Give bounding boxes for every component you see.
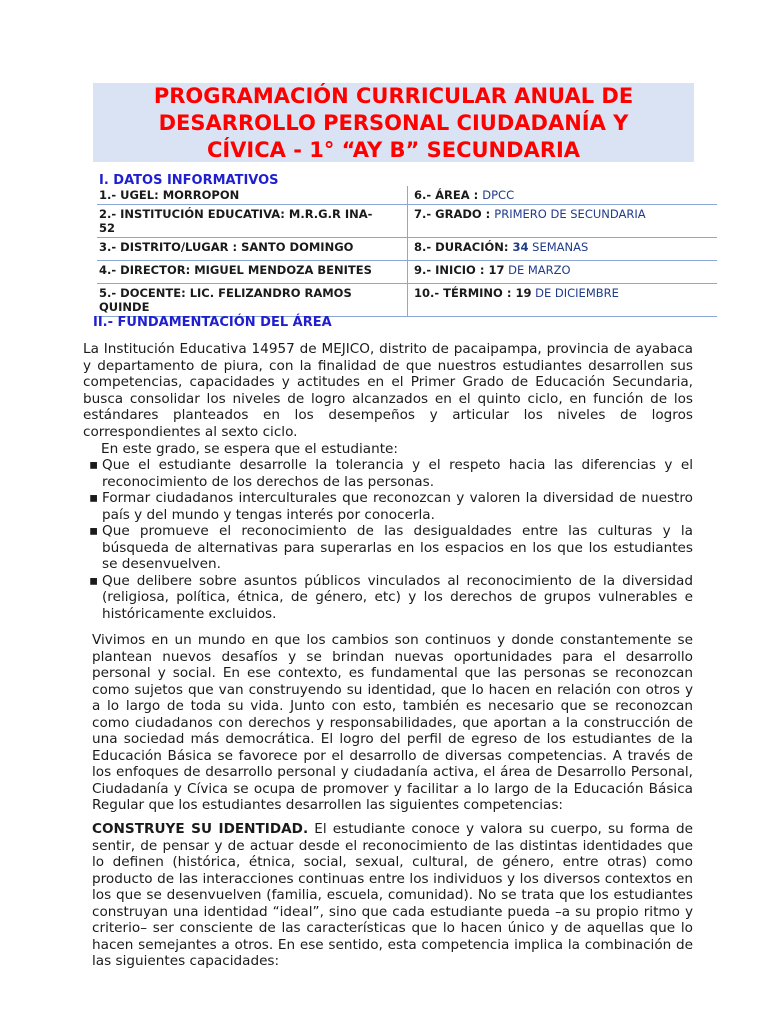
grado-value: PRIMERO DE SECUNDARIA: [494, 207, 646, 221]
duracion-label: 8.- DURACIÓN:: [414, 240, 513, 254]
duracion-unit: SEMANAS: [528, 240, 589, 254]
area-label: 6.- ÁREA :: [414, 188, 483, 202]
list-item-text: Que delibere sobre asuntos públicos vinculados al reconocimiento de la diversidad (religiosa, política, étnica, de género, etc) y los derechos de grupos vulnerables e históricamente excluidos.: [102, 572, 693, 622]
docente-line-2: QUINDE: [99, 300, 150, 314]
list-item-text: Que el estudiante desarrolle la tolerancia y el respeto hacia las diferencias y el reconocimiento de los derechos de las personas.: [102, 457, 693, 490]
competency-title: CONSTRUYE SU IDENTIDAD.: [92, 821, 309, 837]
docente-line-1: 5.- DOCENTE: LIC. FELIZANDRO RAMOS: [99, 286, 352, 300]
distrito-cell: 3.- DISTRITO/LUGAR : SANTO DOMINGO: [97, 238, 408, 261]
bullet-icon: ▪: [89, 572, 99, 589]
title-line-1: PROGRAMACIÓN CURRICULAR ANUAL DE: [153, 84, 634, 108]
info-row: [97, 238, 717, 261]
info-table: [97, 186, 717, 317]
area-value: DPCC: [482, 188, 515, 202]
section-heading-datos: I. DATOS INFORMATIVOS: [99, 173, 279, 188]
expect-line: En este grado, se espera que el estudiante:: [101, 441, 398, 457]
bullet-icon: ▪: [89, 523, 99, 539]
inicio-cell: [408, 261, 718, 284]
termino-month: DE DICIEMBRE: [531, 286, 619, 300]
context-paragraph: Vivimos en un mundo en que los cambios son continuos y donde constantemente se plantean nuevos desafíos y se brindan nuevas oportunidades para el desarrollo personal y social. En ese contexto, es fundamental que las personas se reconozcan como sujetos que van construyendo su identidad, que lo hacen en relación con otros y a lo largo de toda su vida. Junto con esto, también es necesario que se reconozcan como ciudadanos con derechos y responsabilidades, que aportan a la construcción de una sociedad más democrática. El logro del perfil de egreso de los estudiantes de la Educación Básica se favorece por el desarrollo de diversas competencias. A través de los enfoques de desarrollo personal y ciudadanía activa, el área de Desarrollo Personal, Ciudadanía y Cívica se ocupa de promover y facilitar a lo largo de la Educación Básica Regular que los estudiantes desarrollen las siguientes competencias:: [92, 632, 693, 813]
objectives-list: [89, 457, 693, 622]
list-item: [89, 523, 693, 573]
termino-number: 19: [515, 286, 532, 300]
info-row: [97, 284, 717, 317]
title-line-2: DESARROLLO PERSONAL CIUDADANÍA Y: [158, 111, 629, 135]
institucion-line-2: 52: [99, 221, 116, 235]
grado-label: 7.- GRADO :: [414, 207, 495, 221]
area-cell: [408, 186, 718, 205]
competency-paragraph: [92, 821, 693, 970]
institucion-cell: [97, 205, 408, 238]
document-title-box: [93, 83, 694, 162]
inicio-month: DE MARZO: [504, 263, 571, 277]
duracion-number: 34: [512, 240, 529, 254]
section-heading-fundamentacion: II.- FUNDAMENTACIÓN DEL ÁREA: [93, 315, 332, 330]
termino-label: 10.- TÉRMINO :: [414, 286, 516, 300]
list-item-text: Formar ciudadanos interculturales que reconozcan y valoren la diversidad de nuestro país y del mundo y tengas interés por conocerla.: [102, 490, 693, 523]
intro-paragraph: La Institución Educativa 14957 de MEJICO, distrito de pacaipampa, provincia de ayabaca y departamento de piura, con la finalidad de que nuestros estudiantes desarrollen sus competencias, capacidades y actitudes en el Primer Grado de Educación Secundaria, busca consolidar los niveles de logro alcanzados en el quinto ciclo, en función de los estándares planteados en los desempeños y articular los niveles de logros correspondientes al sexto ciclo.: [83, 341, 693, 440]
list-item-text: Que promueve el reconocimiento de las desigualdades entre las culturas y la búsqueda de alternativas para superarlas en los espacios en los que los estudiantes se desenvuelven.: [102, 523, 693, 572]
list-item: [89, 457, 693, 490]
inicio-number: 17: [488, 263, 505, 277]
info-row: [97, 186, 717, 205]
info-row: [97, 261, 717, 284]
institucion-line-1: 2.- INSTITUCIÓN EDUCATIVA: M.R.G.R INA-: [99, 207, 373, 221]
inicio-label: 9.- INICIO :: [414, 263, 489, 277]
grado-cell: [408, 205, 718, 238]
bullet-icon: ▪: [89, 490, 99, 506]
title-line-3: CÍVICA - 1° “AY B” SECUNDARIA: [206, 138, 581, 162]
docente-cell: [97, 284, 408, 317]
director-cell: 4.- DIRECTOR: MIGUEL MENDOZA BENITES: [97, 261, 408, 284]
termino-cell: [408, 284, 718, 317]
list-item: [89, 490, 693, 523]
info-row: [97, 205, 717, 238]
bullet-icon: ▪: [89, 457, 99, 473]
competency-text: El estudiante conoce y valora su cuerpo, su forma de sentir, de pensar y de actuar desde el reconocimiento de las distintas identidades que lo definen (histórica, étnica, social, sexual, cultural, de género, entre otras) como producto de las interacciones continuas entre los individuos y los diversos contextos en los que se desenvuelven (familia, escuela, comunidad). No se trata que los estudiantes construyan una identidad “ideal”, sino que cada estudiante pueda –a su propio ritmo y criterio– ser consciente de las características que lo hacen único y de aquellas que lo hacen semejantes a otros. En ese sentido, esta competencia implica la combinación de las siguientes capacidades:: [92, 821, 693, 969]
duracion-cell: [408, 238, 718, 261]
ugel-cell: 1.- UGEL: MORROPON: [97, 186, 408, 205]
list-item: [89, 573, 693, 623]
